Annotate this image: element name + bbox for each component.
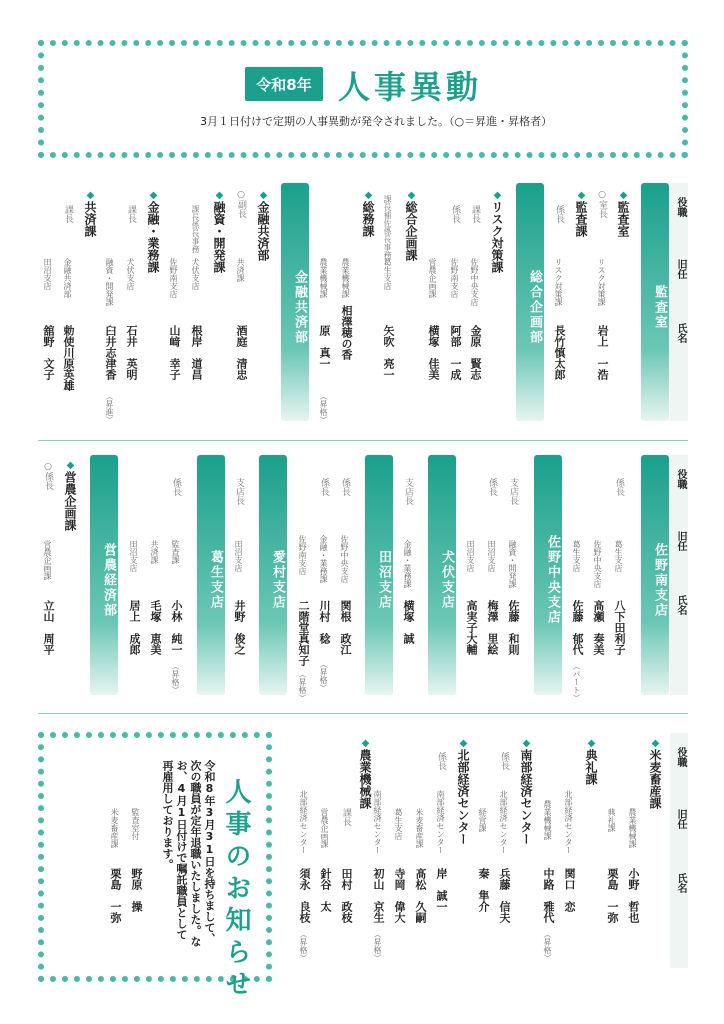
person-name: 関口 恋 <box>563 868 576 912</box>
col-old: 旧任 <box>675 809 686 829</box>
old-post: 葛生支店 <box>572 540 581 572</box>
person-name: 川村 稔 <box>318 600 331 644</box>
dept-inubushi: 犬伏支店 <box>428 455 456 695</box>
old-post: 営農企画課 <box>320 808 329 848</box>
old-post: 米麦畜産課 <box>415 808 424 848</box>
section-kinyu-gyomu: ◆金融・業務課 <box>146 190 160 273</box>
note: （昇格） <box>373 930 382 962</box>
person-name: 岸 誠一 <box>435 868 448 912</box>
col-old: 旧任 <box>675 531 686 551</box>
old-post: 佐野南支店 <box>298 535 307 575</box>
person-name: 中路 雅代 <box>542 868 555 923</box>
section-tenrei: ◆典礼課 <box>584 738 598 785</box>
role: 係長 <box>614 478 624 496</box>
person-name: 小林 純一 <box>170 600 183 655</box>
note: （昇格） <box>298 670 307 702</box>
page-subtitle: 3月１日付けで定期の人事異動が発令されました。（○＝昇進・昇格者） <box>200 115 553 128</box>
old-post: 融資・開発課 <box>508 540 517 588</box>
col-name: 氏名 <box>675 323 686 343</box>
role: 課長 <box>341 808 351 826</box>
role: 係長 <box>554 205 564 223</box>
person-name: 横塚 誠 <box>402 600 415 644</box>
role: 係長 <box>450 205 460 223</box>
person-name: 立山 周平 <box>42 600 55 655</box>
person-name: 臼井志津香 <box>104 325 117 380</box>
role: 係長 <box>171 478 181 496</box>
person-name: 高実子大輔 <box>465 600 478 655</box>
old-post: 米麦畜産課 <box>110 808 119 848</box>
person-name: 針谷 太 <box>319 868 332 912</box>
old-post: 田沼支店 <box>234 540 243 572</box>
section-nanbu: ◆南部経済センター <box>519 738 533 845</box>
person-name: 山﨑 幸子 <box>168 325 181 380</box>
section-hokubu: ◆北部経済センター <box>456 738 470 845</box>
old-post: 共済課 <box>150 540 159 564</box>
old-post: 営農企画課 <box>428 258 437 298</box>
person-name: 髙松 久嗣 <box>414 868 427 923</box>
old-post: 南部経済センター <box>373 790 382 854</box>
dept-kuzuu: 葛生支店 <box>197 455 225 695</box>
col-name: 氏名 <box>675 873 686 893</box>
notice-body: 令和8年3月31日を持ちまして、次の職員が定年退職いたしました。なお、4月1日付けで嘱託職員として再雇用しております。 <box>161 760 216 947</box>
dept-kansa: 監査室 <box>641 183 669 421</box>
old-post: 監査課 <box>171 540 180 564</box>
note: （パート） <box>572 662 581 702</box>
section-risk: ◆リスク対策課 <box>490 190 504 273</box>
person-name: 岩上 一浩 <box>596 325 609 380</box>
old-post: 南部経済センター <box>436 790 445 854</box>
role: 課長係長事務 <box>191 205 200 253</box>
section-kinyu-kyosai: ◆金融共済部 <box>256 190 270 261</box>
section-yushi: ◆融資・開発課 <box>212 190 226 273</box>
old-post: 典礼課 <box>607 808 616 832</box>
role: ○副長 <box>236 190 246 218</box>
note: （昇格） <box>543 930 552 962</box>
old-post: 金融・業務課 <box>319 535 328 583</box>
person-name: 八下田利子 <box>613 600 626 655</box>
old-post: 農業機械課 <box>341 258 350 298</box>
section-somu: ◆総務課 <box>361 190 375 237</box>
person-name: 矢吹 亮一 <box>382 325 395 380</box>
person-name: 舘野 文子 <box>42 325 55 380</box>
dept-einou: 営農経済部 <box>90 455 118 695</box>
role: 課長補佐係長事務 <box>383 195 392 259</box>
old-post: 経営課 <box>478 808 487 832</box>
person-name: 金原 賢志 <box>469 325 482 380</box>
person-name: 関根 政江 <box>339 600 352 655</box>
old-post: 共済課 <box>236 258 245 282</box>
person-name: 二階堂真知子 <box>297 600 310 666</box>
role: 係長 <box>487 478 497 496</box>
person-name: 寺岡 偉大 <box>393 868 406 923</box>
section-sogokikaku: ◆総合企画課 <box>404 190 418 261</box>
old-post: 葛生支店 <box>383 258 392 290</box>
note: （昇進） <box>105 392 114 424</box>
person-name: 勅使川原英雄 <box>62 325 75 391</box>
note: （昇格） <box>319 660 328 692</box>
divider <box>38 440 688 441</box>
old-post: 佐野中央支店 <box>470 258 479 306</box>
person-name: 佐藤 郁代 <box>571 600 584 655</box>
old-post: 犬伏支店 <box>191 258 200 290</box>
column-header-block3 <box>670 733 688 968</box>
person-name: 毛塚 恵美 <box>149 600 162 655</box>
person-name: 田村 政枝 <box>340 868 353 923</box>
person-name: 相澤穂の香 <box>340 305 353 360</box>
person-name: 阿部 一成 <box>449 325 462 380</box>
column-header-block2 <box>670 455 688 695</box>
col-role: 役職 <box>675 747 686 767</box>
role: 課長 <box>126 205 136 223</box>
person-name: 長竹慎太郎 <box>553 325 566 380</box>
person-name: 髙瀬 奏美 <box>592 600 605 655</box>
section-kansa-shitsu: ◆監査室 <box>616 190 630 237</box>
old-post: 営農企画課 <box>43 540 52 580</box>
col-role: 役職 <box>675 469 686 489</box>
old-post: 農業機械課 <box>628 808 637 848</box>
old-post: 犬伏支店 <box>126 258 135 290</box>
old-post: 北部経済センター <box>564 790 573 854</box>
person-name: 佐藤 和則 <box>507 600 520 655</box>
old-post: 佐野中央支店 <box>340 535 349 583</box>
person-name: 秦 隼介 <box>477 868 490 912</box>
old-post: 金融共済部 <box>63 258 72 298</box>
page-title: 人事異動 <box>338 68 483 106</box>
dept-kinyu: 金融共済部 <box>281 183 309 421</box>
person-name: 居上 成郎 <box>128 600 141 655</box>
role: 係長 <box>340 478 350 496</box>
person-name: 原 真一 <box>318 325 331 369</box>
old-post: 北部経済センター <box>499 790 508 854</box>
person-name: 梅澤 里絵 <box>486 600 499 655</box>
person-name: 須永 良枝 <box>298 868 311 923</box>
person-name: 野原 操 <box>130 868 143 912</box>
section-kansa-ka: ◆監査課 <box>574 190 588 237</box>
old-post: 北部経済センター <box>299 790 308 854</box>
divider <box>38 713 688 714</box>
old-post: リスク対策課 <box>554 258 563 306</box>
old-post: 佐野南支店 <box>450 258 459 298</box>
person-name: 井野 俊之 <box>233 600 246 655</box>
role: 係長 <box>436 752 446 770</box>
col-name: 氏名 <box>675 595 686 615</box>
section-kikai: ◆農業機械課 <box>358 738 372 809</box>
col-role: 役職 <box>675 197 686 217</box>
role: 支店長 <box>403 478 413 505</box>
section-kyosai: ◆共済課 <box>83 190 97 237</box>
old-post: 田沼支店 <box>43 258 52 290</box>
role: ○係長 <box>43 462 53 490</box>
col-old: 旧任 <box>675 259 686 279</box>
role: 係長 <box>499 752 509 770</box>
notice-title: 人事のお知らせ <box>221 778 251 1002</box>
role: 課長 <box>470 205 480 223</box>
role: 支店長 <box>508 478 518 505</box>
person-name: 横塚 佳美 <box>427 325 440 380</box>
old-post: 佐野南支店 <box>169 258 178 298</box>
dept-tanuma: 田沼支店 <box>365 455 393 695</box>
dept-sanominami: 佐野南支店 <box>641 455 669 695</box>
old-post: 葛生支店 <box>614 540 623 572</box>
role: 課長 <box>63 205 73 223</box>
old-post: 葛生支店 <box>394 808 403 840</box>
old-post: 融資・開発課 <box>105 258 114 306</box>
note: （昇格） <box>299 930 308 962</box>
old-post: 農業機械課 <box>319 258 328 298</box>
dept-aimura: 愛村支店 <box>259 455 287 695</box>
dept-sanochuo: 佐野中央支店 <box>534 455 562 695</box>
person-name: 石井 英明 <box>125 325 138 380</box>
person-name: 小野 哲也 <box>627 868 640 923</box>
person-name: 初山 京生 <box>372 868 385 923</box>
old-post: 金融・業務課 <box>403 540 412 588</box>
section-einou-kikaku: ◆営農企画課 <box>63 460 77 531</box>
old-post: 佐野中央支店 <box>593 540 602 588</box>
old-post: 農業機械課 <box>543 800 552 840</box>
old-post: 田沼支店 <box>466 540 475 572</box>
note: （昇格） <box>171 662 180 694</box>
note: （昇格） <box>319 392 328 424</box>
dept-sogokikaku: 総合企画部 <box>516 183 544 421</box>
section-beibaku: ◆米麦畜産課 <box>648 738 662 809</box>
old-post: 田沼支店 <box>129 540 138 572</box>
person-name: 酒庭 清忠 <box>235 325 248 380</box>
person-name: 兵藤 信夫 <box>498 868 511 923</box>
column-header-block1 <box>670 183 688 421</box>
role: ○室長 <box>597 190 607 218</box>
old-post: 監査室付 <box>131 808 140 840</box>
old-post: 田沼支店 <box>487 540 496 572</box>
role: 支店長 <box>234 478 244 505</box>
person-name: 根岸 道昌 <box>190 325 203 380</box>
old-post: リスク対策課 <box>597 258 606 306</box>
person-name: 栗島 一弥 <box>109 868 122 923</box>
person-name: 栗島 一弥 <box>606 868 619 923</box>
year-badge: 令和8年 <box>245 67 323 101</box>
role: 係長 <box>319 478 329 496</box>
